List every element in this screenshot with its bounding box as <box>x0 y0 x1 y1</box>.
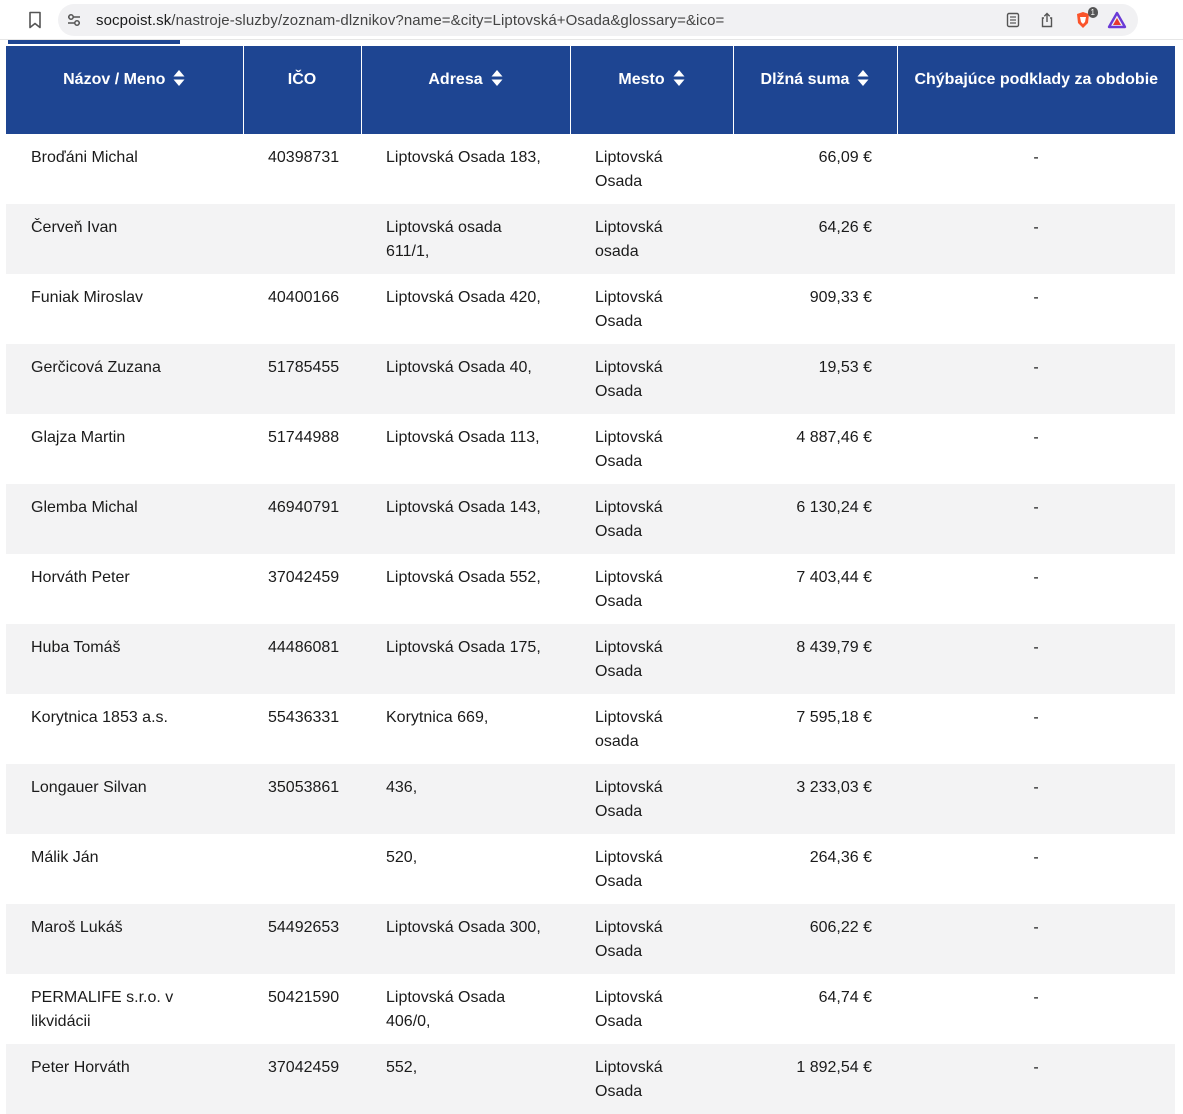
cell-address: Liptovská Osada 552, <box>361 554 570 624</box>
table-row <box>6 554 1175 624</box>
sort-icon[interactable] <box>857 69 869 87</box>
cell-name: Gerčicová Zuzana <box>6 344 243 414</box>
table-body <box>6 134 1175 1114</box>
cell-city: Liptovská osada <box>570 694 733 764</box>
cell-address: Liptovská Osada 406/0, <box>361 974 570 1044</box>
table-row <box>6 484 1175 554</box>
cell-ico <box>243 204 361 274</box>
cell-amount: 1 892,54 € <box>733 1044 897 1114</box>
cell-amount: 606,22 € <box>733 904 897 974</box>
cell-city: Liptovská Osada <box>570 1044 733 1114</box>
cell-name: Maroš Lukáš <box>6 904 243 974</box>
cell-missing-documents: - <box>897 694 1175 764</box>
cell-ico: 37042459 <box>243 554 361 624</box>
cell-address: Liptovská Osada 420, <box>361 274 570 344</box>
cell-ico: 54492653 <box>243 904 361 974</box>
table-row <box>6 834 1175 904</box>
browser-toolbar <box>0 0 1183 40</box>
cell-amount: 64,26 € <box>733 204 897 274</box>
cell-city: Liptovská Osada <box>570 484 733 554</box>
header-name[interactable] <box>6 46 243 134</box>
cell-missing-documents: - <box>897 624 1175 694</box>
cell-city: Liptovská Osada <box>570 414 733 484</box>
header-label: Adresa <box>428 71 483 88</box>
cell-city: Liptovská Osada <box>570 764 733 834</box>
reader-mode-icon[interactable] <box>1004 11 1022 29</box>
cell-city: Liptovská Osada <box>570 344 733 414</box>
header-label: Chýbajúce podklady za obdobie <box>914 71 1159 88</box>
cell-amount: 909,33 € <box>733 274 897 344</box>
cell-city: Liptovská Osada <box>570 834 733 904</box>
header-address[interactable] <box>361 46 570 134</box>
cell-address: Korytnica 669, <box>361 694 570 764</box>
header-label: Názov / Meno <box>63 71 166 88</box>
active-nav-indicator <box>8 40 180 44</box>
cell-city: Liptovská Osada <box>570 624 733 694</box>
header-missing-documents <box>897 46 1175 134</box>
cell-amount: 4 887,46 € <box>733 414 897 484</box>
cell-amount: 66,09 € <box>733 134 897 204</box>
cell-address: Liptovská osada 611/1, <box>361 204 570 274</box>
cell-amount: 64,74 € <box>733 974 897 1044</box>
cell-city: Liptovská Osada <box>570 904 733 974</box>
debtors-table <box>6 46 1175 1114</box>
cell-name: Huba Tomáš <box>6 624 243 694</box>
cell-name: Peter Horváth <box>6 1044 243 1114</box>
cell-ico: 44486081 <box>243 624 361 694</box>
cell-address: Liptovská Osada 113, <box>361 414 570 484</box>
cell-ico: 51785455 <box>243 344 361 414</box>
cell-ico: 51744988 <box>243 414 361 484</box>
cell-amount: 8 439,79 € <box>733 624 897 694</box>
header-amount[interactable] <box>733 46 897 134</box>
table-row <box>6 344 1175 414</box>
cell-missing-documents: - <box>897 904 1175 974</box>
cell-name: Broďáni Michal <box>6 134 243 204</box>
cell-address: Liptovská Osada 40, <box>361 344 570 414</box>
cell-name: Funiak Miroslav <box>6 274 243 344</box>
cell-amount: 3 233,03 € <box>733 764 897 834</box>
brave-rewards-icon[interactable] <box>1108 11 1126 29</box>
cell-name: Glajza Martin <box>6 414 243 484</box>
share-icon[interactable] <box>1038 11 1056 29</box>
cell-name: Červeň Ivan <box>6 204 243 274</box>
cell-missing-documents: - <box>897 764 1175 834</box>
cell-address: Liptovská Osada 175, <box>361 624 570 694</box>
cell-missing-documents: - <box>897 134 1175 204</box>
cell-city: Liptovská Osada <box>570 554 733 624</box>
cell-ico: 55436331 <box>243 694 361 764</box>
cell-address: 520, <box>361 834 570 904</box>
cell-ico: 35053861 <box>243 764 361 834</box>
cell-missing-documents: - <box>897 204 1175 274</box>
cell-city: Liptovská Osada <box>570 274 733 344</box>
cell-missing-documents: - <box>897 974 1175 1044</box>
cell-amount: 7 403,44 € <box>733 554 897 624</box>
url-path: /nastroje-sluzby/zoznam-dlznikov?name=&city=Liptovská+Osada&glossary=&ico= <box>171 12 725 29</box>
url-host: socpoist.sk <box>96 12 172 29</box>
table-row <box>6 974 1175 1044</box>
cell-missing-documents: - <box>897 274 1175 344</box>
address-bar[interactable] <box>58 4 1138 36</box>
cell-name: Málik Ján <box>6 834 243 904</box>
cell-ico <box>243 834 361 904</box>
cell-ico: 40400166 <box>243 274 361 344</box>
header-label: Mesto <box>618 71 665 88</box>
site-settings-icon[interactable] <box>66 12 82 28</box>
sort-icon[interactable] <box>173 69 185 87</box>
sort-icon[interactable] <box>673 69 685 87</box>
header-label: IČO <box>287 71 317 88</box>
cell-address: Liptovská Osada 183, <box>361 134 570 204</box>
cell-name: Horváth Peter <box>6 554 243 624</box>
table-row <box>6 134 1175 204</box>
cell-missing-documents: - <box>897 834 1175 904</box>
cell-city: Liptovská Osada <box>570 134 733 204</box>
debtors-table-container <box>6 46 1175 1114</box>
cell-address: 436, <box>361 764 570 834</box>
cell-ico: 50421590 <box>243 974 361 1044</box>
cell-missing-documents: - <box>897 484 1175 554</box>
cell-name: PERMALIFE s.r.o. v likvidácii <box>6 974 243 1044</box>
cell-ico: 37042459 <box>243 1044 361 1114</box>
cell-amount: 264,36 € <box>733 834 897 904</box>
cell-missing-documents: - <box>897 554 1175 624</box>
cell-amount: 6 130,24 € <box>733 484 897 554</box>
table-header-row <box>6 46 1175 134</box>
table-row <box>6 204 1175 274</box>
cell-address: Liptovská Osada 143, <box>361 484 570 554</box>
shields-count-badge: 1 <box>1088 7 1098 18</box>
cell-city: Liptovská Osada <box>570 974 733 1044</box>
sort-icon[interactable] <box>491 69 503 87</box>
cell-missing-documents: - <box>897 414 1175 484</box>
table-row <box>6 1044 1175 1114</box>
cell-amount: 7 595,18 € <box>733 694 897 764</box>
table-row <box>6 624 1175 694</box>
table-row <box>6 414 1175 484</box>
cell-name: Longauer Silvan <box>6 764 243 834</box>
table-row <box>6 904 1175 974</box>
brave-shields-icon[interactable] <box>1074 8 1095 29</box>
cell-ico: 40398731 <box>243 134 361 204</box>
cell-name: Glemba Michal <box>6 484 243 554</box>
url-text[interactable] <box>96 12 724 29</box>
header-ico <box>243 46 361 134</box>
table-row <box>6 694 1175 764</box>
bookmark-icon[interactable] <box>24 9 46 31</box>
cell-ico: 46940791 <box>243 484 361 554</box>
table-row <box>6 274 1175 344</box>
table-row <box>6 764 1175 834</box>
cell-name: Korytnica 1853 a.s. <box>6 694 243 764</box>
cell-missing-documents: - <box>897 1044 1175 1114</box>
header-label: Dlžná suma <box>760 71 850 88</box>
cell-address: Liptovská Osada 300, <box>361 904 570 974</box>
cell-city: Liptovská osada <box>570 204 733 274</box>
cell-address: 552, <box>361 1044 570 1114</box>
cell-amount: 19,53 € <box>733 344 897 414</box>
header-city[interactable] <box>570 46 733 134</box>
cell-missing-documents: - <box>897 344 1175 414</box>
